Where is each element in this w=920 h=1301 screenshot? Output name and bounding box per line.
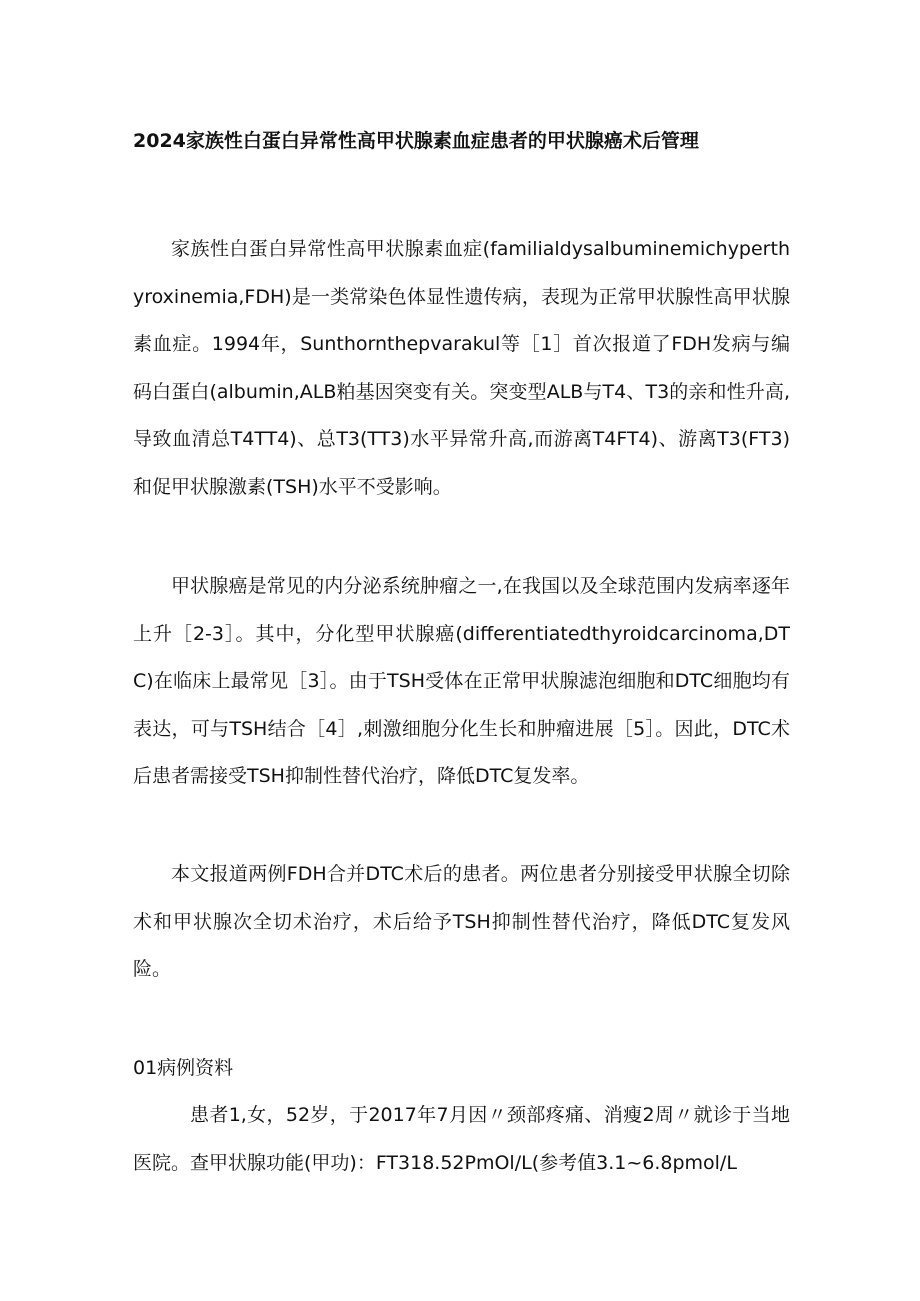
section-heading-case-data: 01病例资料 [133,1057,234,1079]
paragraph-thyroid-cancer: 甲状腺癌是常见的内分泌系统肿瘤之一,在我国以及全球范围内发病率逐年上升［2-3］。其中，分化型甲状腺癌(differentiatedthyroidcarcinoma,DTC)在临床上最常见［3］。由于TSH受体在正常甲状腺滤泡细胞和DTC细胞均有表达，可与TSH结合［4］,刺激细胞分化生长和肿瘤进展［5］。因此，DTC术后患者需接受TSH抑制性替代治疗，降低DTC复发率。 [133,575,790,788]
document-title: 2024家族性白蛋白异常性高甲状腺素血症患者的甲状腺癌术后管理 [133,130,699,152]
paragraph-case-report-summary: 本文报道两例FDH合并DTC术后的患者。两位患者分别接受甲状腺全切除术和甲状腺次全切术治疗，术后给予TSH抑制性替代治疗，降低DTC复发风险。 [133,863,790,981]
paragraph-case-1: 患者1,女，52岁，于2017年7月因〃颈部疼痛、消瘦2周〃就诊于当地医院。查甲状腺功能(甲功)：FT318.52PmOl/L(参考值3.1~6.8pmol/L [133,1104,790,1174]
paragraph-fdh-intro: 家族性白蛋白异常性高甲状腺素血症(familialdysalbuminemichyperthyroxinemia,FDH)是一类常染色体显性遗传病，表现为正常甲状腺性高甲状腺素血症。1994年，Sunthornthepvarakul等［1］首次报道了FDH发病与编码白蛋白(albumin,ALB粕基因突变有关。突变型ALB与T4、T3的亲和性升高,导致血清总T4TT4)、总T3(TT3)水平异常升高,而游离T4FT4)、游离T3(FT3)和促甲状腺激素(TSH)水平不受影响。 [133,238,790,498]
